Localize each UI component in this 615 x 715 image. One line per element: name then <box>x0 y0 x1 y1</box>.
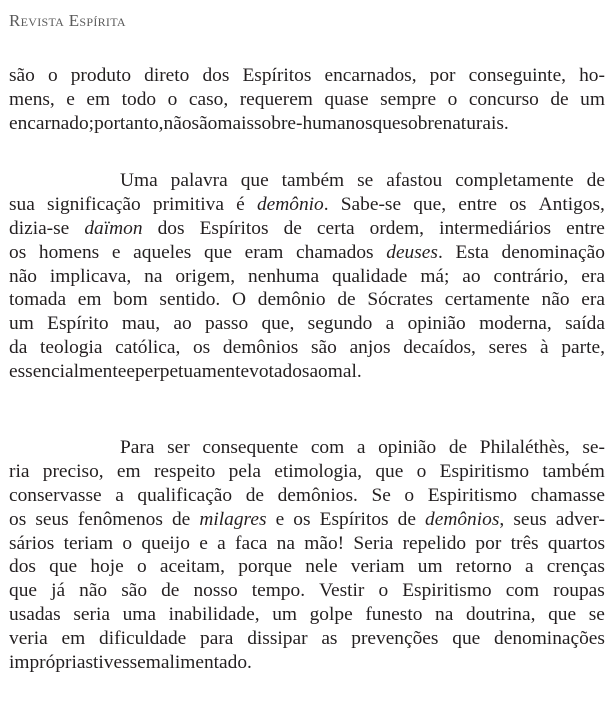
text-line: ria preciso, em respeito pela etimologia, que o Espiritismo também <box>9 460 605 482</box>
text-line: da teologia católica, os demônios são anjos decaídos, seres à parte, <box>9 337 605 359</box>
paragraph-3 <box>9 436 605 675</box>
text-line: impróprias tivessem alimentado. <box>9 652 252 674</box>
text-line: dizia-se daïmon dos Espíritos de certa ordem, intermediários entre <box>9 217 605 239</box>
text-line: usadas seria uma inabilidade, um golpe funesto na doutrina, que se <box>9 604 605 626</box>
text-line: são o produto direto dos Espíritos encarnados, por conseguinte, ho- <box>9 65 605 86</box>
text-line: os seus fenômenos de milagres e os Espíritos de demônios, seus adver- <box>9 508 605 530</box>
text-line: tomada em bom sentido. O demônio de Sócrates certamente não era <box>9 289 605 311</box>
text-line: essencialmente e perpetuamente votados ao mal. <box>9 361 362 383</box>
text-line: Uma palavra que também se afastou completamente de <box>120 170 605 191</box>
running-header: Revista Espírita <box>9 11 126 30</box>
text-line: sua significação primitiva é demônio. Sabe-se que, entre os Antigos, <box>9 193 605 215</box>
text-line: não implicava, na origem, nenhuma qualidade má; ao contrário, era <box>9 265 605 287</box>
paragraph-1 <box>9 64 605 136</box>
text-line: um Espírito mau, ao passo que, segundo a opinião moderna, saída <box>9 313 605 335</box>
text-line: Para ser consequente com a opinião de Philaléthès, se- <box>120 437 605 458</box>
text-line: os homens e aqueles que eram chamados deuses. Esta denominação <box>9 241 605 263</box>
text-line: encarnado; portanto, não são mais sobre-humanos que sobrenaturais. <box>9 112 509 134</box>
text-line: sários teriam o queijo e a faca na mão! Seria repelido por três quartos <box>9 532 605 554</box>
text-line: conservasse a qualificação de demônios. Se o Espiritismo chamasse <box>9 484 605 506</box>
text-line: veria em dificuldade para dissipar as prevenções que denominações <box>9 628 605 650</box>
text-line: mens, e em todo o caso, requerem quase sempre o concurso de um <box>9 88 605 110</box>
text-line: que já não são de nosso tempo. Vestir o Espiritismo com roupas <box>9 580 605 602</box>
paragraph-2 <box>9 169 605 384</box>
text-line: dos que hoje o aceitam, porque nele veriam um retorno a crenças <box>9 556 605 578</box>
